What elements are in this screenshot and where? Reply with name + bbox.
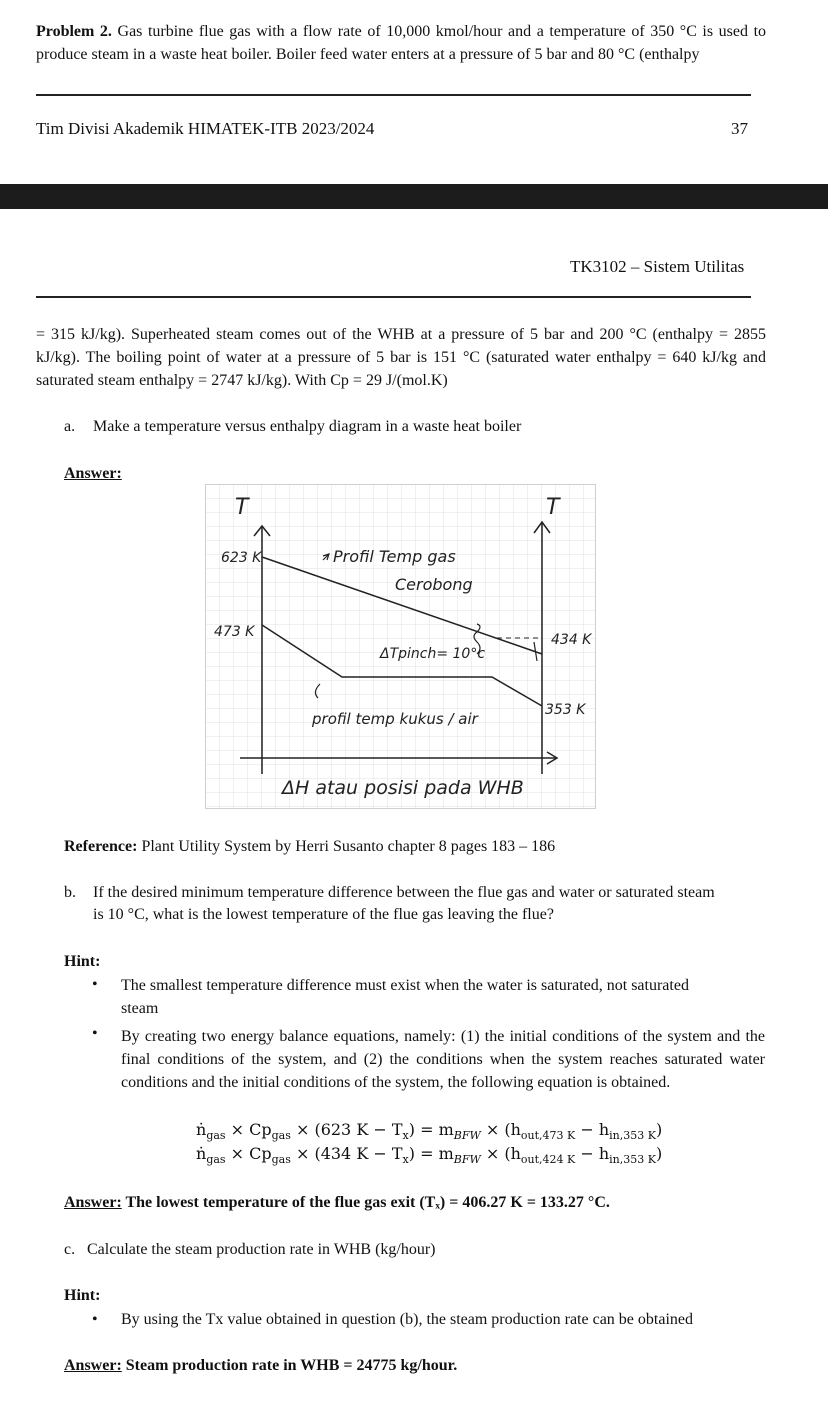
part-a-answer-label: Answer:: [64, 465, 122, 482]
equation-1: ṅ$_{gas}$ × $Cp_{gas} \times (623$ $K - T_x) = m_{BFW} \times (h_{out,473 K} - h_{in,353 K})$: [196, 1120, 663, 1143]
bullet-dot: •: [92, 1025, 98, 1042]
page-break-band: [0, 184, 828, 209]
footer-rule: [36, 94, 751, 96]
hint-1-line2: steam: [121, 1000, 159, 1017]
right-axis-label: T: [546, 495, 560, 520]
page-number: 37: [731, 119, 748, 138]
label-353: 353 K: [545, 702, 586, 718]
footer-left: Tim Divisi Akademik HIMATEK-ITB 2023/2024: [36, 119, 375, 138]
problem-continuation: = 315 kJ/kg). Superheated steam comes out of the WHB at a pressure of 5 bar and 200 °C (enthalpy = 2855 kJ/kg). The boiling point of water at a pressure of 5 bar is 151 °C (saturated water enthalpy = 640 kJ/kg and saturated steam enthalpy = 2747 kJ/kg). With Cp = 29 J/(mol.K): [36, 326, 766, 389]
left-axis-label: T: [235, 495, 249, 520]
part-c-answer: Answer: Steam production rate in WHB = 24775 kg/hour.: [64, 1357, 458, 1374]
label-623: 623 K: [221, 550, 262, 566]
label-473: 473 K: [214, 624, 255, 640]
part-a-marker: a.: [64, 418, 76, 435]
header-rule: [36, 296, 751, 298]
temperature-enthalpy-diagram: [205, 484, 596, 809]
equation-2: ṅ$_{gas}$ × $Cp_{gas} \times (434$ $K - T_x) = m_{BFW} \times (h_{out,424 K} - h_{in,353 K})$: [196, 1144, 663, 1167]
part-b-marker: b.: [64, 884, 76, 901]
part-b-question-line2: is 10 °C, what is the lowest temperature of the flue gas leaving the flue?: [93, 906, 554, 923]
part-b-hint-label: Hint:: [64, 953, 101, 970]
part-c-marker: c.: [64, 1241, 76, 1258]
x-axis-label: ΔH atau posisi pada WHB: [282, 777, 524, 799]
part-a-question: Make a temperature versus enthalpy diagram in a waste heat boiler: [93, 418, 522, 435]
label-434: 434 K: [551, 632, 592, 648]
part-c-hint-1: By using the Tx value obtained in question (b), the steam production rate can be obtained: [121, 1311, 693, 1328]
part-c-question: Calculate the steam production rate in WHB (kg/hour): [87, 1241, 436, 1258]
pinch-label: ΔTpinch= 10°c: [380, 646, 486, 662]
problem-intro-text: Gas turbine flue gas with a flow rate of 10,000 kmol/hour and a temperature of 350 °C is used to produce steam in a waste heat boiler. Boiler feed water enters at a pressure of 5 bar and 80 °C (enthalpy: [36, 23, 767, 63]
bullet-dot: •: [92, 1311, 98, 1328]
part-b-question-line1: If the desired minimum temperature difference between the flue gas and water or saturated steam: [93, 884, 715, 901]
bullet-dot: •: [92, 976, 98, 993]
chimney-label: Cerobong: [395, 575, 473, 594]
gas-profile-label: Profil Temp gas: [333, 547, 456, 566]
part-c-hint-label: Hint:: [64, 1287, 101, 1304]
problem-label: Problem 2.: [36, 23, 112, 40]
hint-1-line1: The smallest temperature difference must exist when the water is saturated, not saturated: [121, 977, 689, 994]
problem-intro: [36, 20, 766, 66]
hint-2: By creating two energy balance equations, namely: (1) the initial conditions of the system and the final conditions of the system, and (2) the conditions when the system reaches saturated water conditions and the initial conditions of the system, the following equation is obtained.: [121, 1028, 765, 1091]
header-course: TK3102 – Sistem Utilitas: [570, 257, 745, 276]
part-b-answer: Answer: The lowest temperature of the flue gas exit (Tₓ) = 406.27 K = 133.27 °C.: [64, 1194, 610, 1211]
reference: Reference: Plant Utility System by Herri Susanto chapter 8 pages 183 – 186: [64, 838, 556, 855]
water-profile-label: profil temp kukus / air: [312, 710, 478, 728]
